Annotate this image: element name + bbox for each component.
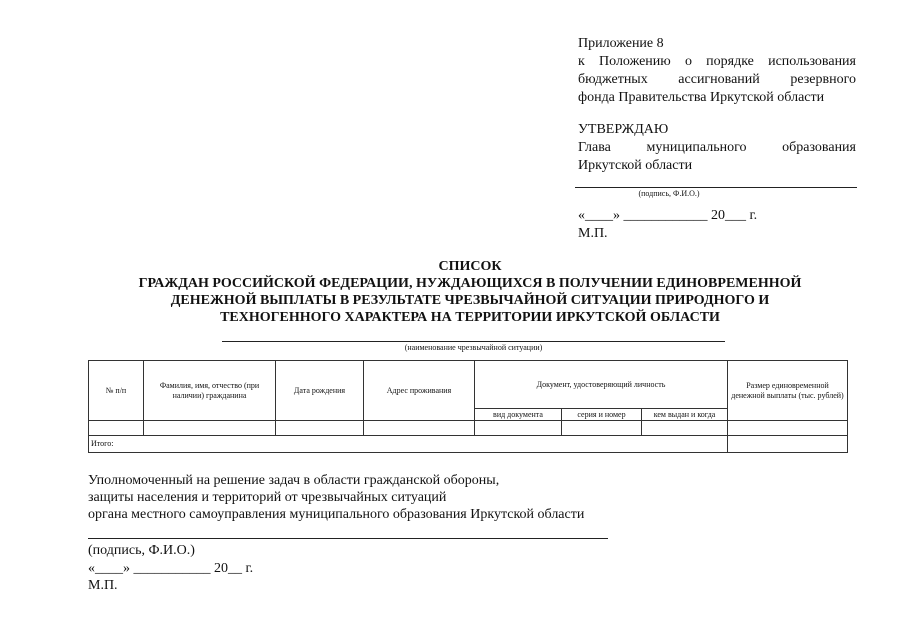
table-cell — [728, 421, 848, 436]
official-date-line: «____» ___________ 20__ г. — [88, 561, 254, 576]
col-header-birth: Дата рождения — [276, 361, 364, 421]
approval-line: Глава муниципального образования — [578, 140, 856, 155]
authority-line: защиты населения и территорий от чрезвычайных ситуаций — [88, 490, 447, 505]
title-line: ДЕНЕЖНОЙ ВЫПЛАТЫ В РЕЗУЛЬТАТЕ ЧРЕЗВЫЧАЙНОЙ СИТУАЦИИ ПРИРОДНОГО И — [170, 293, 770, 308]
title-line: ТЕХНОГЕННОГО ХАРАКТЕРА НА ТЕРРИТОРИИ ИРКУТСКОЙ ОБЛАСТИ — [220, 310, 720, 325]
approval-signature-caption: (подпись, Ф.И.О.) — [638, 189, 700, 198]
title-line: ГРАЖДАН РОССИЙСКОЙ ФЕДЕРАЦИИ, НУЖДАЮЩИХСЯ В ПОЛУЧЕНИИ ЕДИНОВРЕМЕННОЙ — [138, 276, 802, 291]
col-header-num: № п/п — [89, 361, 144, 421]
authority-line: органа местного самоуправления муниципального образования Иркутской области — [88, 507, 585, 522]
col-header-amount: Размер единовременной денежной выплаты (тыс. рублей) — [728, 361, 848, 421]
approval-heading: УТВЕРЖДАЮ — [578, 122, 669, 137]
emergency-name-line — [222, 341, 725, 342]
total-amount-cell — [728, 436, 848, 453]
appendix-line: бюджетных ассигнований резервного — [578, 72, 856, 87]
appendix-line: фонда Правительства Иркутской области — [578, 90, 825, 105]
table-row — [89, 421, 848, 436]
approval-seal-mark: М.П. — [578, 226, 608, 241]
title-line: СПИСОК — [438, 259, 502, 274]
col-header-fio: Фамилия, имя, отчество (при наличии) гражданина — [144, 361, 276, 421]
total-label: Итого: — [89, 436, 728, 453]
total-row — [89, 436, 848, 453]
authorized-official-block — [88, 472, 584, 523]
emergency-name-caption: (наименование чрезвычайной ситуации) — [404, 343, 543, 352]
appendix-line: к Положению о порядке использования — [578, 54, 856, 69]
table-cell — [144, 421, 276, 436]
citizens-table — [88, 360, 848, 453]
col-header-document: Документ, удостоверяющий личность — [475, 361, 728, 409]
col-header-address: Адрес проживания — [364, 361, 475, 421]
appendix-line: Приложение 8 — [578, 36, 664, 51]
approval-block — [578, 121, 856, 175]
official-signature-caption: (подпись, Ф.И.О.) — [88, 543, 195, 558]
col-header-doc-type: вид документа — [475, 409, 562, 421]
official-signature-line — [88, 538, 608, 539]
table-cell — [562, 421, 642, 436]
col-header-doc-series: серия и номер — [562, 409, 642, 421]
table-cell — [642, 421, 728, 436]
appendix-reference — [578, 35, 856, 107]
approval-line: Иркутской области — [578, 158, 693, 173]
document-title — [90, 258, 850, 326]
table-cell — [89, 421, 144, 436]
table-cell — [475, 421, 562, 436]
col-header-doc-issued: кем выдан и когда — [642, 409, 728, 421]
table-cell — [364, 421, 475, 436]
authority-line: Уполномоченный на решение задач в области гражданской обороны, — [88, 473, 500, 488]
approval-date-line: «____» ____________ 20___ г. — [578, 208, 758, 223]
table-cell — [276, 421, 364, 436]
approval-signature-line — [575, 187, 857, 188]
official-seal-mark: М.П. — [88, 578, 118, 593]
